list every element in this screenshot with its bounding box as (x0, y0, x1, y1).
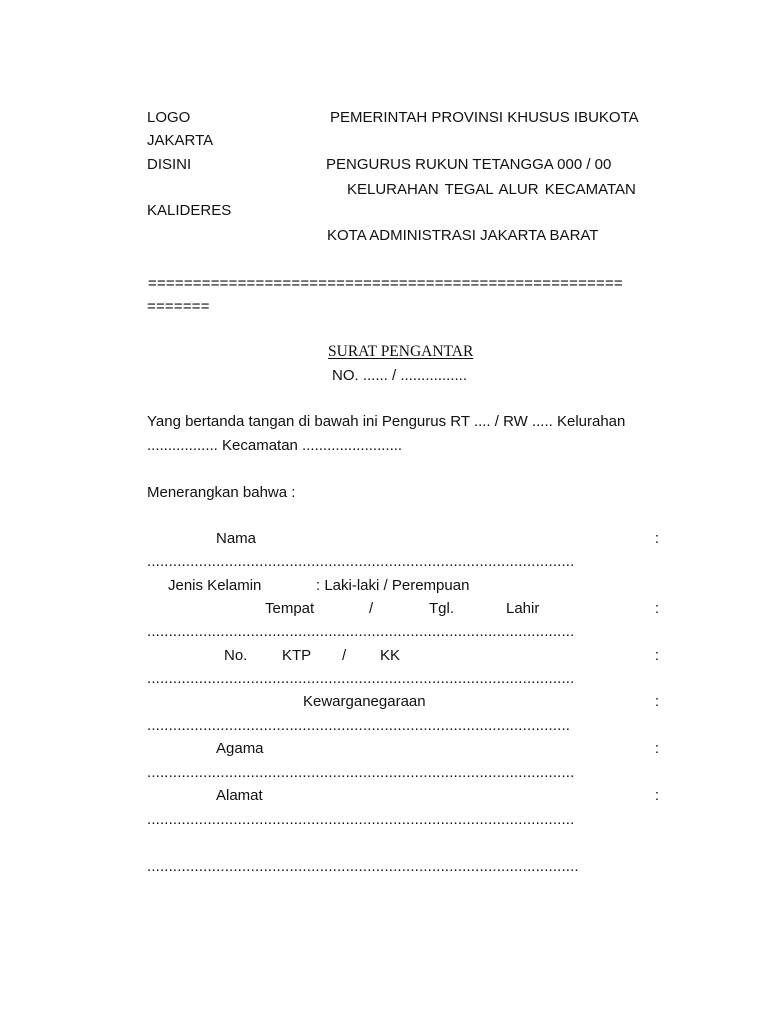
intro-line1: Yang bertanda tangan di bawah ini Pengurus RT .... / RW ..... Kelurahan (147, 413, 626, 430)
gov-title-line3-wrap: KALIDERES (147, 202, 232, 219)
gov-title-line3: KELURAHAN TEGAL ALUR KECAMATAN (347, 181, 636, 198)
document-number: NO. ...... / ................ (332, 367, 468, 384)
gov-title-line4: KOTA ADMINISTRASI JAKARTA BARAT (327, 227, 599, 244)
field-alamat-dots: ................................................................................................... (147, 811, 575, 828)
field-ttl-colon: : (654, 600, 659, 617)
field-alamat (147, 786, 659, 806)
field-agama-colon: : (654, 740, 659, 757)
field-alamat-colon: : (654, 787, 659, 804)
field-kk-label: KK (380, 647, 401, 664)
field-jenis-kelamin-label: Jenis Kelamin (168, 577, 262, 594)
field-ttl (147, 599, 659, 619)
gov-title-line2: PENGURUS RUKUN TETANGGA 000 / 00 (326, 156, 612, 173)
menerangkan-label: Menerangkan bahwa : (147, 484, 296, 501)
field-jenis-kelamin-value: : Laki-laki / Perempuan (316, 577, 470, 594)
document-title: SURAT PENGANTAR (328, 343, 474, 360)
field-nama-colon: : (654, 530, 659, 547)
header-separator-line2: ======= (147, 298, 210, 315)
gov-title-line1-wrap: JAKARTA (147, 132, 214, 149)
logo-placeholder-line2: DISINI (147, 156, 192, 173)
field-ktp-kk (147, 646, 659, 666)
field-nama-dots: ................................................................................................... (147, 553, 575, 570)
field-alamat-dots-2: .................................................................................................... (147, 858, 579, 875)
field-jenis-kelamin (147, 576, 659, 596)
field-ktp-dots: ................................................................................................... (147, 670, 575, 687)
gov-title-line1: PEMERINTAH PROVINSI KHUSUS IBUKOTA (330, 109, 639, 126)
field-kewarganegaraan (147, 692, 659, 712)
field-ttl-lahir: Lahir (506, 600, 540, 617)
field-nama-label: Nama (216, 530, 257, 547)
field-ktp-label: KTP (282, 647, 312, 664)
field-ttl-tgl: Tgl. (429, 600, 455, 617)
field-nama (147, 529, 659, 549)
field-agama-dots: ................................................................................................... (147, 764, 575, 781)
field-agama-label: Agama (216, 740, 264, 757)
field-kewarganegaraan-colon: : (654, 693, 659, 710)
field-ktp-no: No. (224, 647, 248, 664)
field-ttl-dots: ................................................................................................... (147, 623, 575, 640)
field-ttl-tempat: Tempat (265, 600, 315, 617)
field-ktp-colon: : (654, 647, 659, 664)
field-kewarganegaraan-dots: .................................................................................................. (147, 717, 571, 734)
intro-line2: ................. Kecamatan ........................ (147, 437, 403, 454)
field-ttl-slash: / (369, 600, 374, 617)
field-kewarganegaraan-label: Kewarganegaraan (303, 693, 426, 710)
header-separator-line1: ===================================================== (148, 275, 623, 292)
field-agama (147, 739, 659, 759)
field-ktp-slash: / (342, 647, 347, 664)
logo-placeholder-line1: LOGO (147, 109, 191, 126)
field-alamat-label: Alamat (216, 787, 263, 804)
